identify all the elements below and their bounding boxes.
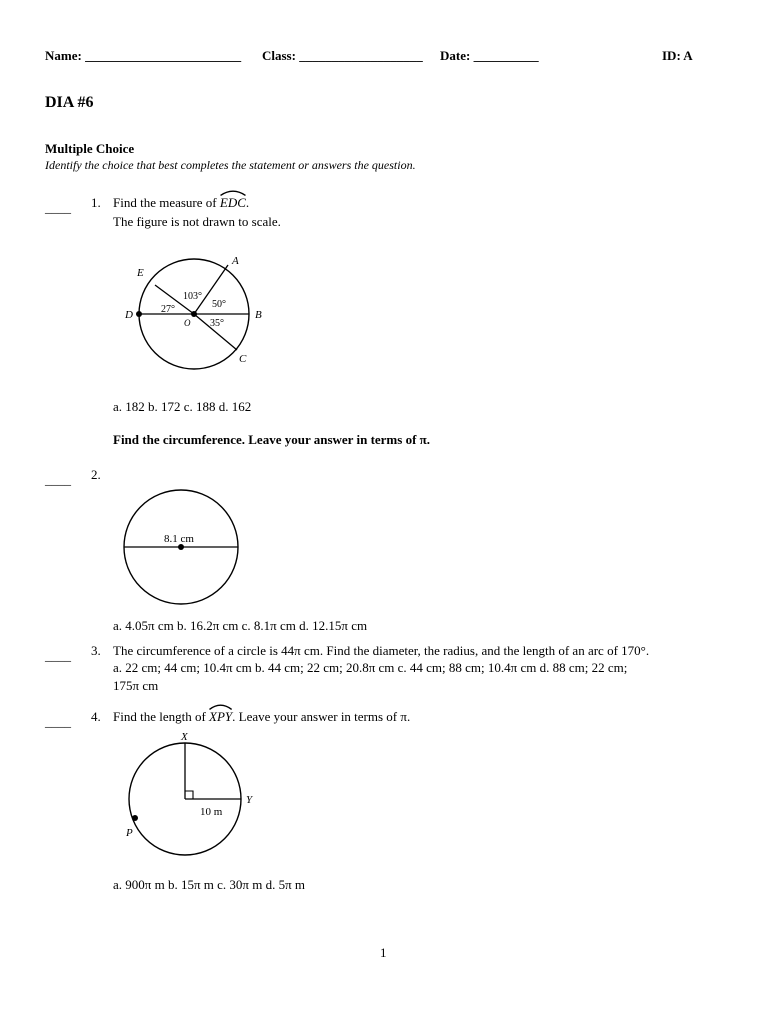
point-label-x: X [181, 731, 188, 743]
figure-circle-edc [118, 250, 278, 375]
angle-label-50: 50° [212, 299, 226, 310]
angle-label-35: 35° [210, 318, 224, 329]
arc-overline-icon [220, 190, 246, 196]
answer-choices-2: a. 4.05π cm b. 16.2π cm c. 8.1π cm d. 12.15π cm [113, 618, 368, 633]
answer-blank-3: ____ [45, 648, 71, 663]
page-number: 1 [380, 945, 387, 960]
answer-choices-1: a. 182 b. 172 c. 188 d. 162 [113, 399, 252, 414]
section-heading: Multiple Choice [45, 141, 135, 156]
question-text-3: The circumference of a circle is 44π cm. Find the diameter, the radius, and the length of an arc of 170°. [113, 643, 650, 658]
arc-edc [220, 195, 246, 211]
diameter-label: 8.1 cm [164, 533, 194, 545]
point-label-c: C [239, 353, 247, 365]
point-label-e: E [137, 267, 144, 279]
answer-choices-3-line2: 175π cm [113, 678, 159, 693]
document-title: DIA #6 [45, 94, 94, 111]
id-label: ID: A [662, 48, 693, 63]
center-label-o: O [184, 318, 191, 328]
section-instructions: Identify the choice that best completes the statement or answers the question. [45, 158, 416, 172]
question-4-suffix: . Leave your answer in terms of π. [232, 709, 411, 724]
question-number-3: 3. [91, 643, 101, 658]
figure-circle-xpy [118, 726, 268, 866]
question-text-4 [113, 709, 410, 725]
point-label-b: B [255, 309, 262, 321]
question-number-4: 4. [91, 709, 101, 724]
class-field-label: Class: ___________________ [262, 48, 423, 63]
point-label-a: A [232, 255, 239, 267]
question-1-note: The figure is not drawn to scale. [113, 214, 281, 229]
question-1-prefix: Find the measure of [113, 195, 220, 210]
answer-blank-1: ____ [45, 200, 71, 215]
question-number-1: 1. [91, 195, 101, 210]
question-1-suffix: . [245, 195, 250, 210]
point-label-d: D [125, 309, 133, 321]
arc-edc-label: EDC [219, 195, 246, 210]
angle-label-103: 103° [183, 291, 202, 302]
angle-label-27: 27° [161, 304, 175, 315]
figure-circle-diameter [118, 484, 246, 612]
answer-blank-4: ____ [45, 714, 71, 729]
arc-overline-icon [209, 704, 232, 710]
name-field-label: Name: ________________________ [45, 48, 242, 63]
point-label-y: Y [246, 794, 253, 806]
circumference-instruction: Find the circumference. Leave your answer in terms of π. [113, 432, 431, 447]
answer-choices-3-line1: a. 22 cm; 44 cm; 10.4π cm b. 44 cm; 22 cm; 20.8π cm c. 44 cm; 88 cm; 10.4π cm d. 88 cm; 22 cm; [113, 660, 628, 675]
answer-blank-2: ____ [45, 472, 71, 487]
question-4-prefix: Find the length of [113, 709, 210, 724]
point-label-p: P [126, 827, 133, 839]
radius-label: 10 m [200, 806, 223, 818]
arc-xpy-label: XPY [209, 709, 233, 724]
question-text-1 [113, 195, 249, 211]
arc-xpy [209, 709, 232, 725]
date-field-label: Date: __________ [440, 48, 539, 63]
question-number-2: 2. [91, 467, 101, 482]
answer-choices-4: a. 900π m b. 15π m c. 30π m d. 5π m [113, 877, 305, 892]
